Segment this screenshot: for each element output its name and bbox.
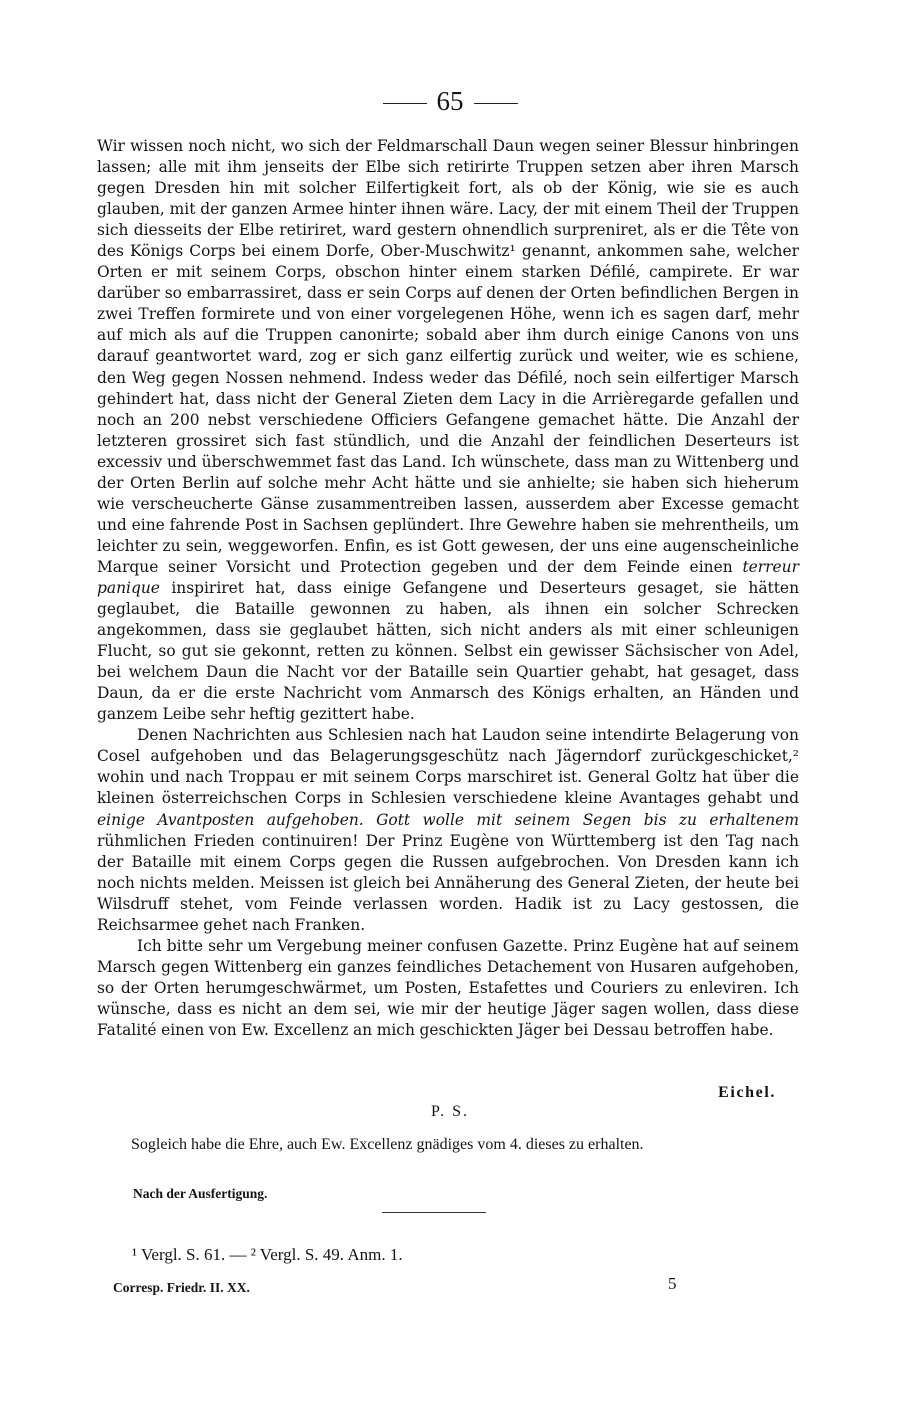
footnote-divider — [382, 1212, 486, 1213]
postscript-text: Sogleich habe die Ehre, auch Ew. Excellenz gnädiges vom 4. dieses zu erhalten. — [131, 1136, 644, 1153]
paragraph-2-text: Denen Nachrichten aus Schlesien nach hat Laudon seine intendirte Belagerung von Cosel aufgehoben und das Belagerungsgeschütz nach Jägerndorf zurückgeschicket,² wohin und nach Troppau er mit seinem Corps marschiret ist. General Goltz hat über die kleinen österreichschen Corps in Schlesien verschiedene kleine Avantages gehabt und — [97, 726, 799, 808]
postscript-heading: P. S. — [430, 1103, 470, 1120]
signature: Eichel. — [718, 1084, 776, 1101]
header-rule-right — [474, 103, 518, 104]
paragraph-1-italic: terreur panique — [97, 557, 799, 597]
footer-signature-mark: 5 — [668, 1274, 677, 1293]
paragraph-2 — [97, 725, 799, 935]
copy-note: Nach der Ausfertigung. — [133, 1186, 268, 1201]
footnotes: ¹ Vergl. S. 61. — ² Vergl. S. 49. Anm. 1. — [132, 1245, 403, 1264]
paragraph-1-end: inspiriret hat, dass einige Gefangene und Deserteurs gesaget, sie hätten geglaubet, die Bataille gewonnen zu haben, als ihnen ein solcher Schrecken angekommen, dass sie geglaubet hätten, sich nicht anders als mit einer schleunigen Flucht, so gut sie gekonnt, retten zu können. Selbst ein gewisser Sächsischer von Adel, bei welchem Daun die Nacht vor der Bataille sein Quartier gehabt, hat gesaget, dass Daun, da er die erste Nachricht vom Anmarsch des Königs erhalten, an Händen und ganzem Leibe sehr heftig gezittert habe. — [97, 578, 800, 724]
page-number: 65 — [436, 86, 464, 116]
paragraph-2-italic: einige Avantposten aufgehoben. Gott wolle mit seinem Segen bis zu erhaltenem — [97, 810, 799, 829]
paragraph-1-text: Wir wissen noch nicht, wo sich der Feldmarschall Daun wegen seiner Blessur hinbringen lassen; alle mit ihm jenseits der Elbe sich retirirte Truppen setzen aber ihren Marsch gegen Dresden hin mit solcher Eilfertigkeit fort, als ob der König, wie sie es auch glauben, mit der ganzen Armee hinter ihnen wäre. Lacy, der mit einem Theil der Truppen sich diesseits der Elbe retiriret, ward gestern ohnendlich surpreniret, als er die Tête von des Königs Corps bei einem Dorfe, Ober-Muschwitz¹ genannt, ankommen sahe, welcher Orten er mit seinem Corps, obschon hinter einem starken Défilé, campirete. Er war darüber so embarrassiret, dass er sein Corps auf denen der Orten befindlichen Bergen in zwei Treffen formirete und von einer vorgelegenen Höhe, wenn ich es sagen darf, mehr auf mich als auf die Truppen canonirte; sobald aber ihm durch einige Canons von uns darauf geantwortet ward, zog er sich ganz eilfertig zurück und weiter, wie es schiene, den Weg gegen Nossen nehmend. Indess weder das Défilé, noch sein eilfertiger Marsch gehindert hat, dass nicht der General Zieten dem Lacy in die Arrièregarde gefallen und noch an 200 nebst verschiedene Officiers Gefangene gemachet hätte. Die Anzahl der letzteren grossiret sich fast stündlich, und die Anzahl der feindlichen Deserteurs ist excessiv und überschwemmet fast das Land. Ich wünschete, dass man zu Wittenberg und der Orten Berlin auf solche mehr Acht hätte und sie anhielte; sie haben sich hieherum wie verscheucherte Gänse zusammentreiben lassen, ausserdem aber Excesse gemacht und eine fahrende Post in Sachsen geplündert. Ihre Gewehre haben sie mehrentheils, um leichter zu sein, weggeworfen. Enfin, es ist Gott gewesen, der uns eine augenscheinliche Marque seiner Vorsicht und Protection gegeben und der dem Feinde einen — [97, 137, 799, 576]
header-rule-left — [383, 103, 427, 104]
paragraph-3: Ich bitte sehr um Vergebung meiner confusen Gazette. Prinz Eugène hat auf seinem Marsch gegen Wittenberg ein ganzes feindliches Detachement von Husaren aufgehoben, so der Orten herumgeschwärmet, um Posten, Estafettes und Couriers zu enleviren. Ich wünsche, dass es nicht an dem sei, wie mir der heutige Jäger sagen wollen, dass diese Fatalité einen von Ew. Excellenz an mich geschickten Jäger bei Dessau betroffen habe. — [97, 936, 799, 1039]
letter-body — [97, 136, 799, 1041]
paragraph-2-end: rühmlichen Frieden continuiren! Der Prinz Eugène von Württemberg ist den Tag nach der Bataille mit einem Corps gegen die Russen aufgebrochen. Von Dresden kann ich noch nichts melden. Meissen ist gleich bei Annäherung des General Zieten, der heute bei Wilsdruff stehet, vom Feinde verlassen worden. Hadik ist zu Lacy gestossen, die Reichsarmee gehet nach Franken. — [97, 831, 799, 934]
page-header — [0, 86, 900, 117]
paragraph-1 — [97, 136, 799, 725]
footer-source: Corresp. Friedr. II. XX. — [113, 1280, 250, 1295]
